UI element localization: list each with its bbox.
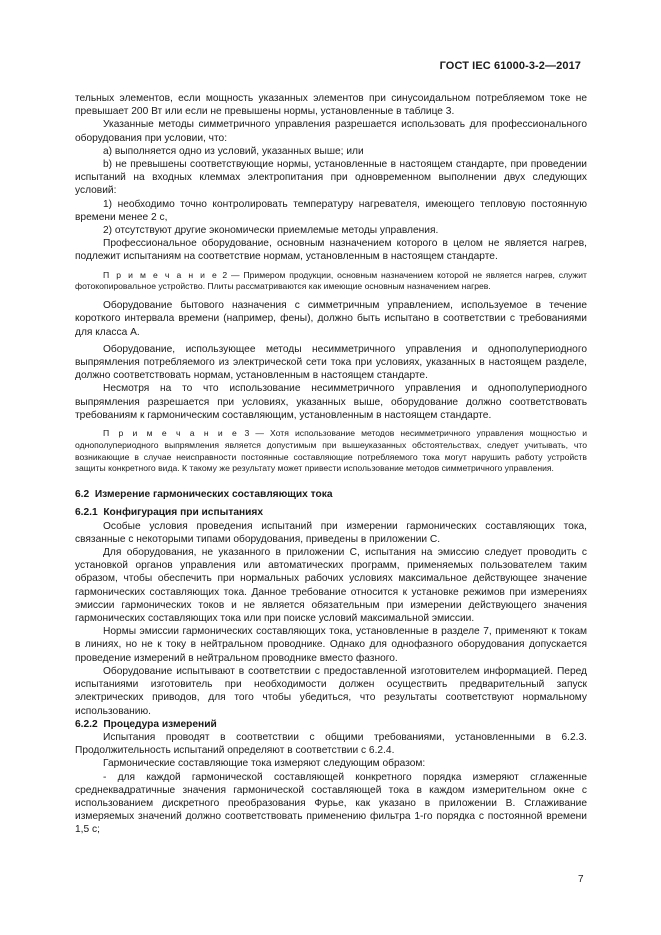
- note-3: [75, 428, 587, 475]
- document-header: ГОСТ IEC 61000-3-2—2017: [439, 60, 581, 72]
- list-item: 1) необходимо точно контролировать температуру нагревателя, имеющего тепловую постоянную времени менее 2 с,: [75, 198, 587, 223]
- heading-number: 6.2.1: [75, 507, 98, 519]
- heading-title: Измерение гармонических составляющих тока: [94, 489, 333, 501]
- paragraph: Особые условия проведения испытаний при измерении гармонических составляющих тока, связанные с некоторыми типами оборудования, приведены в приложении С.: [75, 520, 587, 545]
- paragraph: Оборудование, использующее методы несимметричного управления и однополупериодного выпрямления потребляемого из электрической сети тока при условиях, указанных в настоящем разделе, должно соответствовать нормам, установленным в настоящем стандарте.: [75, 343, 587, 382]
- heading-number: 6.2.2: [75, 718, 98, 730]
- note-text: 3 — Хотя использование методов несимметричного управления мощностью и однополупериодного выпрямления является допустимым при вышеуказанных обстоятельствах, следует учитывать, что возникающие в случае неисправности постоянные составляющие потребляемого тока могут нарушить работу устройств защиты конкретного вида. К такому же результату может привести использование методов симметричного управления.: [75, 428, 587, 474]
- heading-title: Процедура измерений: [103, 718, 217, 730]
- paragraph: Гармонические составляющие тока измеряют следующим образом:: [103, 758, 426, 770]
- section-heading-6-2: [75, 488, 587, 501]
- paragraph: Оборудование испытывают в соответствии с предоставленной изготовителем информацией. Перед испытаниями изготовитель при необходимости должен осуществить предварительный запуск электрических приводов, для того чтобы убедиться, что результаты соответствуют нормальному использованию.: [75, 665, 587, 717]
- heading-title: Конфигурация при испытаниях: [103, 507, 264, 519]
- list-item: - для каждой гармонической составляющей конкретного порядка измеряют сглаженные среднеквадратичные значения гармонической составляющей тока в каждом измерительном окне с использованием дискретного преобразования Фурье, как указано в приложении В. Сглаживание измеряемых значений должно соответствовать применению фильтра 1-го порядка с постоянной времени 1,5 с;: [75, 771, 587, 836]
- heading-number: 6.2: [75, 489, 90, 501]
- note-label: П р и м е ч а н и е: [103, 269, 219, 280]
- list-item: b) не превышены соответствующие нормы, установленные в настоящем стандарте, при проведении испытаний на входных клеммах электропитания при одновременном выполнении двух следующих условий:: [75, 159, 587, 197]
- document-body: [75, 92, 587, 837]
- paragraph: Нормы эмиссии гармонических составляющих тока, установленные в разделе 7, применяют к токам в линиях, но не к току в нейтральном проводнике. Однако для однофазного оборудования допускается проведение измерений в нейтральном проводнике вместо фазного.: [75, 626, 587, 664]
- paragraph: Профессиональное оборудование, основным назначением которого в целом не является нагрев, подлежит испытаниям на соответствие нормам, установленным в настоящем стандарте.: [75, 238, 587, 263]
- note-label: П р и м е ч а н и е: [103, 428, 239, 439]
- note-2: [75, 270, 587, 294]
- paragraph: Указанные методы симметричного управления разрешается использовать для профессионального оборудования при условии, что:: [75, 119, 587, 144]
- page-number: 7: [578, 874, 584, 885]
- paragraph: Для оборудования, не указанного в приложении С, испытания на эмиссию следует проводить с установкой органов управления или автоматических программ, применяемых пользователем таким образом, чтобы обеспечить при нормальных рабочих условиях максимальное действующее значение гармонических составляющих тока. Данное требование относится к установке режимов при измерениях эмиссии гармонических токов и не является обязательным при измерении действующего значения гармонических составляющих тока или при поиске условий максимальной эмиссии.: [75, 547, 587, 625]
- paragraph: Оборудование бытового назначения с симметричным управлением, используемое в течение короткого интервала времени (например, фены), должно быть испытано в соответствии с требованиями для класса А.: [75, 300, 587, 338]
- section-heading-6-2-1: [75, 506, 587, 519]
- paragraph: тельных элементов, если мощность указанных элементов при синусоидальном потребляемом токе не превышает 200 Вт или если не превышены нормы, установленные в таблице 3.: [75, 93, 587, 118]
- note-text: 2 — Примером продукции, основным назначением которой не является нагрев, служит фотокопировальное устройство. Плиты рассматриваются как имеющие основным назначением нагрев.: [75, 269, 587, 292]
- paragraph: Несмотря на то что использование несимметричного управления и однополупериодного выпрямления разрешается при условиях, указанных выше, оборудование должно соответствовать требованиям к гармоническим составляющим, установленным в настоящем стандарте.: [75, 383, 587, 421]
- paragraph: Испытания проводят в соответствии с общими требованиями, установленными в 6.2.3. Продолжительность испытаний определяют в соответствии с 6.2.4.: [75, 731, 587, 757]
- list-item: 2) отсутствуют другие экономически приемлемые методы управления.: [103, 225, 439, 237]
- section-heading-6-2-2: [75, 718, 587, 731]
- list-item: a) выполняется одно из условий, указанных выше; или: [103, 145, 364, 157]
